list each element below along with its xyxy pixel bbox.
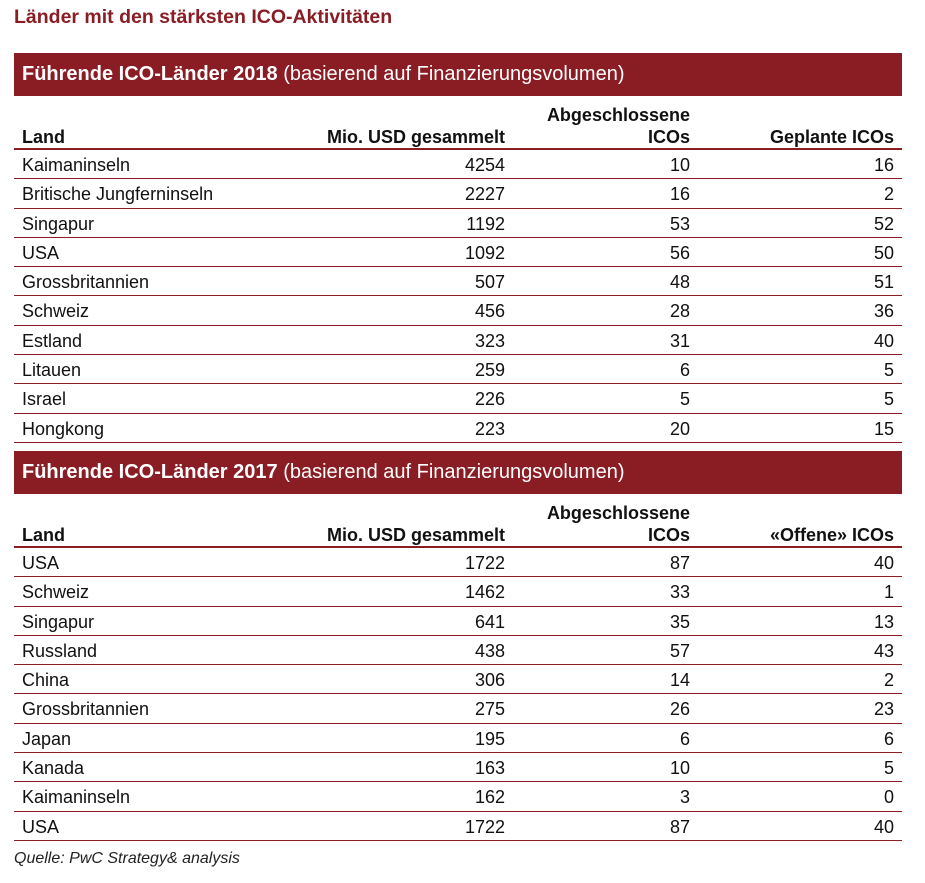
cell-third-column: 6	[883, 728, 894, 749]
column-header-abgeschlossene	[547, 104, 690, 148]
cell-land: Grossbritannien	[22, 272, 150, 293]
table-2017-body	[14, 548, 902, 841]
cell-mio-usd: 275	[474, 699, 505, 720]
cell-abgeschlossene-icos: 26	[669, 699, 690, 720]
column-header-abgeschlossene-line2: ICOs	[647, 525, 690, 545]
cell-third-column: 5	[883, 389, 894, 410]
cell-land: Schweiz	[22, 301, 90, 322]
table-row	[14, 209, 902, 238]
cell-third-column: 2	[883, 184, 894, 205]
column-header-geplante: Geplante ICOs	[769, 127, 894, 147]
column-header-abgeschlossene	[547, 502, 690, 546]
cell-land: China	[22, 670, 70, 691]
cell-third-column: 40	[873, 553, 894, 573]
table-row	[14, 179, 902, 208]
cell-mio-usd: 163	[474, 758, 505, 779]
table-row	[14, 724, 902, 753]
cell-mio-usd: 507	[474, 272, 505, 293]
cell-land: Israel	[22, 389, 67, 410]
cell-mio-usd: 162	[474, 787, 505, 808]
cell-abgeschlossene-icos: 10	[669, 758, 690, 779]
cell-third-column: 51	[873, 272, 894, 293]
cell-abgeschlossene-icos: 20	[669, 418, 690, 439]
table-row	[14, 577, 902, 606]
table-row	[14, 548, 902, 577]
cell-land: USA	[22, 553, 60, 573]
table-row	[14, 267, 902, 296]
column-header-abgeschlossene-line1: Abgeschlossene	[546, 105, 690, 125]
cell-mio-usd: 223	[474, 418, 505, 439]
cell-land: USA	[22, 242, 60, 263]
table-row	[14, 355, 902, 384]
cell-land: Hongkong	[22, 418, 105, 439]
cell-mio-usd: 1192	[466, 213, 505, 234]
column-header-offene: «Offene» ICOs	[769, 525, 894, 545]
cell-land: Kaimaninseln	[22, 155, 131, 175]
table-2017-heading: Führende ICO-Länder 2017	[22, 461, 278, 483]
column-header-abgeschlossene-line1: Abgeschlossene	[546, 503, 690, 523]
table-row	[14, 753, 902, 782]
cell-land: Russland	[22, 640, 98, 661]
cell-abgeschlossene-icos: 16	[669, 184, 690, 205]
cell-third-column: 23	[873, 699, 894, 720]
table-2017-heading-suffix: (basierend auf Finanzierungsvolumen)	[283, 461, 625, 483]
cell-third-column: 16	[873, 155, 894, 175]
table-row	[14, 812, 902, 841]
cell-land: Schweiz	[22, 582, 90, 603]
cell-land: Japan	[22, 728, 72, 749]
cell-third-column: 43	[873, 640, 894, 661]
table-row	[14, 384, 902, 413]
cell-abgeschlossene-icos: 28	[669, 301, 690, 322]
cell-abgeschlossene-icos: 14	[669, 670, 690, 691]
cell-abgeschlossene-icos: 87	[669, 553, 690, 573]
cell-mio-usd: 306	[474, 670, 505, 691]
cell-abgeschlossene-icos: 48	[669, 272, 690, 293]
table-2018-heading: Führende ICO-Länder 2018	[22, 63, 278, 85]
cell-abgeschlossene-icos: 57	[669, 640, 690, 661]
table-2018-header	[14, 96, 902, 150]
cell-abgeschlossene-icos: 33	[669, 582, 690, 603]
table-row	[14, 665, 902, 694]
table-row	[14, 607, 902, 636]
cell-third-column: 40	[873, 816, 894, 837]
cell-land: Litauen	[22, 360, 82, 381]
cell-mio-usd: 323	[474, 330, 505, 351]
cell-third-column: 52	[873, 213, 894, 234]
table-row	[14, 414, 902, 443]
cell-abgeschlossene-icos: 5	[679, 389, 690, 410]
cell-third-column: 5	[883, 360, 894, 381]
cell-land: Kanada	[22, 758, 85, 779]
cell-land: Kaimaninseln	[22, 787, 131, 808]
page-title: Länder mit den stärksten ICO-Aktivitäten	[14, 6, 393, 28]
cell-abgeschlossene-icos: 35	[669, 611, 690, 632]
table-2018-banner	[14, 53, 902, 96]
cell-abgeschlossene-icos: 6	[679, 360, 690, 381]
table-2017-header	[14, 494, 902, 548]
cell-mio-usd: 1722	[464, 553, 505, 573]
cell-land: Britische Jungferninseln	[22, 184, 214, 205]
column-header-mio: Mio. USD gesammelt	[326, 127, 505, 147]
column-header-land: Land	[22, 525, 65, 545]
cell-mio-usd: 1092	[464, 242, 505, 263]
cell-third-column: 40	[873, 330, 894, 351]
cell-third-column: 0	[883, 787, 894, 808]
cell-mio-usd: 438	[474, 640, 505, 661]
column-header-mio: Mio. USD gesammelt	[326, 525, 505, 545]
cell-third-column: 1	[883, 582, 894, 603]
cell-abgeschlossene-icos: 87	[669, 816, 690, 837]
table-row	[14, 636, 902, 665]
cell-abgeschlossene-icos: 31	[669, 330, 690, 351]
table-row	[14, 296, 902, 325]
cell-mio-usd: 641	[474, 611, 505, 632]
table-row	[14, 326, 902, 355]
table-row	[14, 694, 902, 723]
cell-mio-usd: 195	[474, 728, 505, 749]
table-row	[14, 238, 902, 267]
cell-mio-usd: 2227	[464, 184, 505, 205]
cell-mio-usd: 1462	[464, 582, 505, 603]
cell-abgeschlossene-icos: 56	[669, 242, 690, 263]
cell-land: USA	[22, 816, 60, 837]
cell-mio-usd: 226	[474, 389, 505, 410]
cell-mio-usd: 4254	[464, 155, 505, 175]
cell-third-column: 5	[883, 758, 894, 779]
cell-mio-usd: 1722	[464, 816, 505, 837]
table-row	[14, 150, 902, 179]
cell-mio-usd: 456	[474, 301, 505, 322]
column-header-abgeschlossene-line2: ICOs	[647, 127, 690, 147]
cell-abgeschlossene-icos: 10	[669, 155, 690, 175]
cell-abgeschlossene-icos: 53	[669, 213, 690, 234]
cell-land: Grossbritannien	[22, 699, 150, 720]
cell-third-column: 15	[873, 418, 894, 439]
source-note: Quelle: PwC Strategy& analysis	[14, 850, 240, 867]
cell-third-column: 50	[873, 242, 894, 263]
cell-abgeschlossene-icos: 3	[679, 787, 690, 808]
cell-third-column: 13	[873, 611, 894, 632]
cell-land: Estland	[22, 330, 83, 351]
column-header-land: Land	[22, 127, 65, 147]
table-2018-heading-suffix: (basierend auf Finanzierungsvolumen)	[283, 63, 625, 85]
table-2018-body	[14, 150, 902, 443]
cell-mio-usd: 259	[474, 360, 505, 381]
cell-third-column: 36	[873, 301, 894, 322]
cell-third-column: 2	[883, 670, 894, 691]
table-2017-banner	[14, 451, 902, 494]
table-row	[14, 782, 902, 811]
cell-land: Singapur	[22, 611, 95, 632]
cell-abgeschlossene-icos: 6	[679, 728, 690, 749]
cell-land: Singapur	[22, 213, 95, 234]
